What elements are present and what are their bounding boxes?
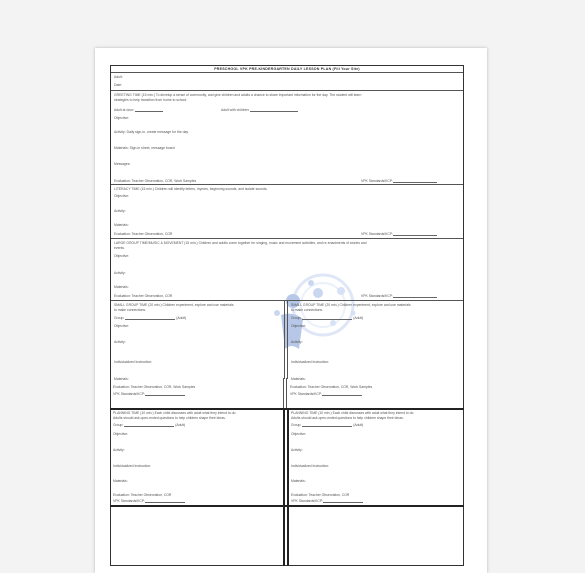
planning-right-heading: PLANNING TIME (10 min.) Each child discusses with adult what they intend to do. [291, 411, 415, 415]
small-group-left-group: Group: (Adult) [114, 316, 187, 320]
small-group-right-activity: Activity: [291, 340, 303, 344]
planning-left-heading-2: Adults should ask open-ended questions to help children shape their ideas. [113, 416, 226, 420]
greeting-heading-2: strategies to help transition from home to school. [114, 98, 188, 102]
form-title: PRESCHOOL VPK PRE-KINDERGARTEN DAILY LESSON PLAN (Fill Your Site) [214, 67, 360, 71]
literacy-materials: Materials: [114, 223, 129, 227]
column-divider [287, 408, 289, 566]
small-group-right-vpk: VPK Standards/KCP: [290, 392, 362, 396]
small-group-left-heading-2: to make connections. [114, 308, 147, 312]
planning-left-evaluation: Evaluation: Teacher Observation, COR [113, 493, 172, 497]
greeting-activity: Activity: Daily sign-in, create message for the day [114, 130, 189, 134]
literacy-activity: Activity: [114, 209, 126, 213]
large-group-materials: Materials: [114, 285, 129, 289]
planning-left-vpk: VPK Standards/KCP: [113, 499, 185, 503]
small-group-right-evaluation: Evaluation: Teacher Observation, COR, Work Samples [290, 385, 373, 389]
small-group-right-group: Group: (Adult) [291, 316, 364, 320]
small-group-left-objective: Objective: [114, 324, 130, 328]
column-divider [283, 378, 284, 408]
greeting-objective: Objective: [114, 116, 130, 120]
greeting-adult-door: Adult at door: [114, 108, 163, 112]
greeting-vpk: VPK Standards/KCP: [361, 179, 437, 183]
planning-left-materials: Materials: [113, 479, 128, 483]
large-group-vpk: VPK Standards/KCP: [361, 294, 437, 298]
greeting-messages: Messages: [114, 162, 131, 166]
small-group-left-individualized: Individualized Instruction: [114, 360, 153, 364]
small-group-left-materials: Materials: [114, 377, 129, 381]
divider [110, 505, 464, 507]
small-group-right-materials: Materials: [291, 377, 306, 381]
planning-left-activity: Activity: [113, 448, 125, 452]
greeting-evaluation: Evaluation: Teacher Observation, COR, Work Samples [114, 179, 197, 183]
planning-left-objective: Objective: [113, 432, 129, 436]
small-group-left-heading: SMALL GROUP TIME (20 min.) Children experiment, explore and use materials [114, 303, 234, 307]
planning-left-group: Group: (Adult) [113, 423, 186, 427]
small-group-right-heading-2: to make connections. [291, 308, 324, 312]
adult-label: Adult: [114, 75, 123, 79]
large-group-evaluation: Evaluation: Teacher Observation, COR [114, 294, 173, 298]
greeting-adult-children: Adult with children: [221, 108, 298, 112]
large-group-heading-2: events. [114, 246, 125, 250]
planning-right-individualized: Individualized Instruction: [291, 464, 330, 468]
planning-right-materials: Materials: [291, 479, 306, 483]
planning-right-heading-2: Adults should ask open-ended questions to help children shape their ideas. [291, 416, 404, 420]
greeting-heading: GREETING TIME (15 min.) To develop a sense of community, and give children and adults a chance to share important information for the day. The student will learn [114, 93, 362, 97]
small-group-left-evaluation: Evaluation: Teacher Observation, COR, Work Samples [113, 385, 196, 389]
greeting-materials: Materials: Sign-in sheet, message board [114, 146, 175, 150]
literacy-evaluation: Evaluation: Teacher Observation, COR [114, 232, 173, 236]
planning-right-objective: Objective: [291, 432, 307, 436]
literacy-vpk: VPK Standards/KCP: [361, 232, 437, 236]
date-label: Date: [114, 83, 123, 87]
small-group-right-heading: SMALL GROUP TIME (20 min.) Children experiment, explore and use materials [291, 303, 411, 307]
small-group-right-individualized: Individualized Instruction: [291, 360, 330, 364]
planning-right-activity: Activity: [291, 448, 303, 452]
small-group-right-objective: Objective: [291, 324, 307, 328]
planning-right-group: Group: (Adult) [291, 423, 364, 427]
column-divider [283, 408, 285, 566]
column-divider [286, 378, 287, 408]
planning-right-evaluation: Evaluation: Teacher Observation, COR [291, 493, 350, 497]
planning-right-vpk: VPK Standards/KCP: [291, 499, 363, 503]
large-group-heading: LARGE GROUP TIME/MUSIC & MOVEMENT (15 min.) Children and adults come together for singing, music and movement activities, and re-enactments of stories and [114, 241, 367, 245]
planning-left-heading: PLANNING TIME (10 min.) Each child discusses with adult what they intend to do. [113, 411, 237, 415]
document-page [95, 48, 487, 573]
literacy-heading: LITERACY TIME (15 min.) Children will identify letters, rhymes, beginning sounds, and isolate sounds. [114, 187, 268, 191]
large-group-activity: Activity: [114, 271, 126, 275]
lower-sections [110, 65, 464, 566]
small-group-left-vpk: VPK Standards/KCP: [113, 392, 185, 396]
small-group-left-activity: Activity: [114, 340, 126, 344]
large-group-objective: Objective: [114, 254, 130, 258]
literacy-objective: Objective: [114, 194, 130, 198]
planning-left-individualized: Individualized Instruction: [113, 464, 152, 468]
